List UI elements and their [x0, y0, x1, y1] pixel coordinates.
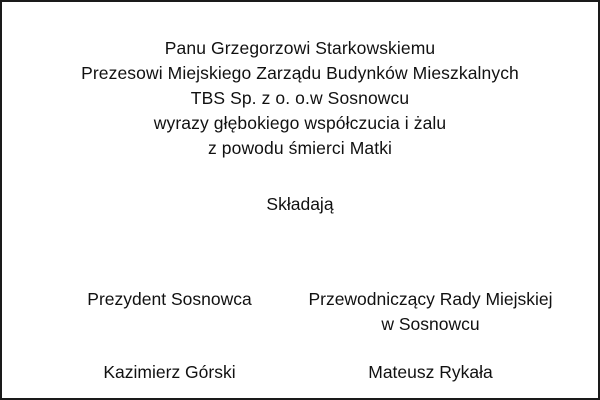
- condolence-line-1: Panu Grzegorzowi Starkowskiemu: [164, 38, 436, 58]
- signature-block-left: [42, 287, 297, 385]
- signature-title-right: Przewodniczący Rady Miejskiej: [308, 289, 553, 309]
- condolence-text: [26, 36, 574, 161]
- signature-row: [26, 287, 574, 385]
- condolence-line-5: z powodu śmierci Matki: [207, 138, 393, 158]
- condolence-line-3: TBS Sp. z o. o.w Sosnowcu: [190, 88, 410, 108]
- signature-name-right: Mateusz Rykała: [368, 362, 493, 382]
- signature-name-left: Kazimierz Górski: [103, 362, 236, 382]
- condolence-line-4: wyrazy głębokiego współczucia i żalu: [153, 113, 447, 133]
- signature-subtitle-right: w Sosnowcu: [381, 314, 480, 334]
- signature-title-left: Prezydent Sosnowca: [87, 289, 252, 309]
- signing-label: Składają: [266, 194, 334, 214]
- condolence-line-2: Prezesowi Miejskiego Zarządu Budynków Mieszkalnych: [81, 63, 519, 83]
- signature-block-right: [303, 287, 558, 385]
- card-inner: [2, 2, 598, 398]
